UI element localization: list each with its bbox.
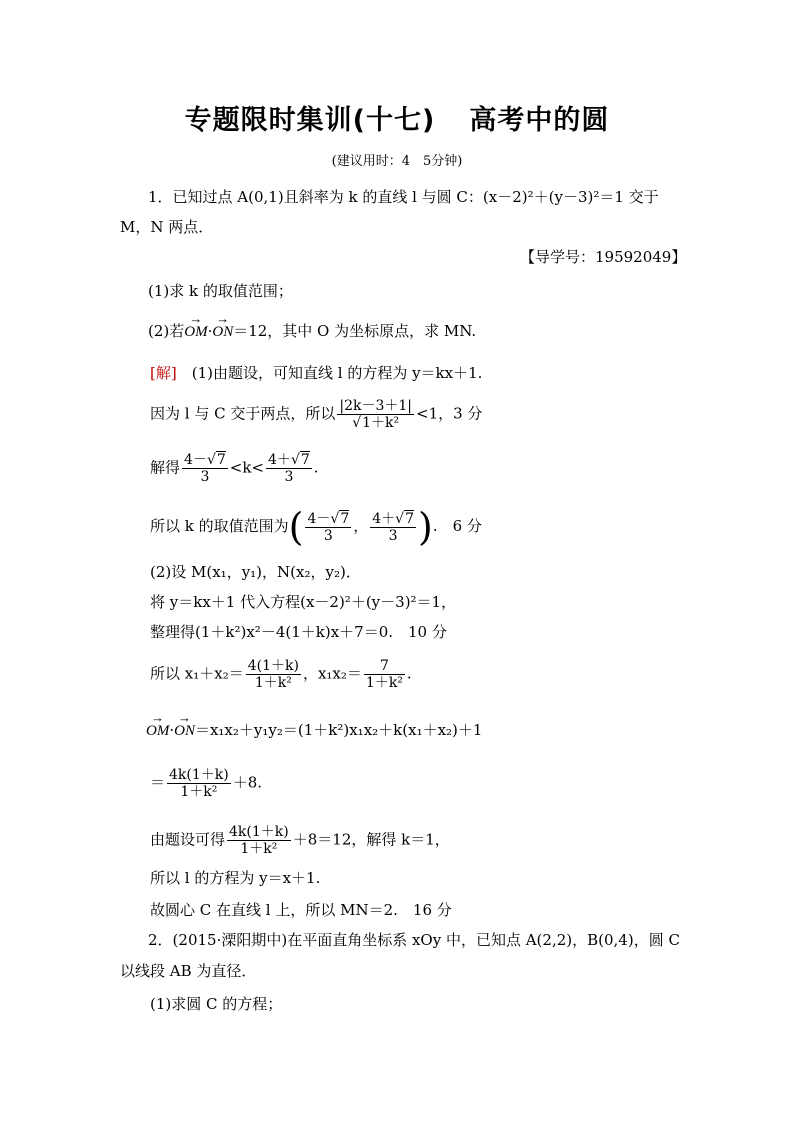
solution-step5: (2)设 M(x₁，y₁)，N(x₂，y₂)． (150, 563, 361, 581)
s2-den-root: 1＋k² (362, 415, 400, 431)
solution-step1 (150, 363, 482, 383)
s3-f2-root: 7 (300, 452, 310, 468)
title-sub: 高考中的圆 (469, 105, 610, 136)
solution-step9 (146, 720, 482, 741)
s3-f2-num-a: 4＋ (268, 452, 291, 468)
s2-den: √1＋k² (352, 415, 400, 431)
s8-f2-den: 1＋k² (365, 675, 403, 691)
s8-mid: ，x₁x₂＝ (302, 664, 362, 683)
s11-pre: 由题设可得 (150, 830, 226, 849)
solution-step7: 整理得(1＋k²)x²－4(1＋k)x＋7＝0. 10 分 (150, 623, 447, 641)
s4-f2-num: 4＋√7 (372, 510, 415, 527)
q1-line1: 1．已知过点 A(0,1)且斜率为 k 的直线 l 与圆 C：(x－2)²＋(y－3)²＝1 交于 (148, 188, 659, 206)
s3-f1-root: 7 (216, 452, 226, 468)
s4-f1-num: 4－√7 (307, 510, 350, 527)
s3-pre: 解得 (150, 458, 181, 477)
right-paren: ) (418, 505, 433, 549)
s3-f1-num: 4－√7 (184, 452, 226, 468)
s2-post: <1，3 分 (416, 404, 483, 423)
solution-label: [解] (150, 364, 177, 382)
s11-den: 1＋k² (240, 841, 278, 857)
solution-step2 (150, 398, 482, 431)
q1-part2 (148, 321, 476, 342)
s11-num: 4k(1＋k) (229, 824, 289, 840)
dot-product-fraction (167, 767, 231, 800)
q2-line1: 2．(2015·溧阳期中)在平面直角坐标系 xOy 中，已知点 A(2,2)，B(0,4)，圆 C (148, 931, 680, 949)
vector-on-2: → ON (174, 721, 195, 741)
s8-f1-num: 4(1＋k) (247, 658, 299, 674)
s3-f2-num: 4＋√7 (268, 452, 310, 468)
s11-post: ＋8＝12，解得 k＝1， (292, 830, 450, 849)
s10-post: ＋8. (232, 773, 263, 792)
s3-mid: <k< (229, 458, 265, 477)
left-paren: ( (288, 505, 304, 549)
guide-number: 【导学号：19592049】 (520, 248, 687, 266)
solution-step10 (150, 767, 262, 800)
q1-part2-post: ＝12，其中 O 为坐标原点，求 MN. (233, 322, 477, 340)
s4-f1-num-a: 4－ (307, 510, 331, 527)
s2-pre: 因为 l 与 C 交于两点，所以 (150, 404, 336, 423)
vector-om: → OM (184, 322, 207, 342)
q1-part1: (1)求 k 的取值范围； (148, 282, 293, 300)
solution-step8 (150, 658, 412, 691)
vector-om-2: → OM (146, 721, 169, 741)
s8-f2-num: 7 (364, 658, 405, 675)
solution-step13: 故圆心 C 在直线 l 上，所以 MN＝2. 16 分 (150, 901, 452, 919)
q1-part2-pre: (2)若 (148, 322, 185, 340)
range-lower-fraction (305, 511, 351, 544)
s3-f1-den: 3 (200, 469, 210, 485)
s8-end: . (406, 664, 412, 683)
title-main: 专题限时集训(十七) (184, 105, 436, 136)
solution-step12: 所以 l 的方程为 y＝x＋1. (150, 869, 321, 887)
q2-line2: 以线段 AB 为直径． (120, 962, 257, 980)
s4-comma: ， (353, 517, 369, 535)
dot-operator: · (207, 322, 213, 340)
distance-fraction (337, 398, 414, 431)
s3-end: . (313, 458, 319, 477)
s4-f2-den: 3 (388, 527, 398, 544)
k-lower-fraction (182, 452, 228, 485)
equation-fraction (227, 824, 291, 857)
s4-f2-root: 7 (405, 510, 415, 527)
s1-text: (1)由题设，可知直线 l 的方程为 y＝kx＋1. (191, 364, 483, 382)
time-hint: (建议用时：4 5分钟) (331, 154, 463, 169)
range-upper-fraction (370, 511, 416, 544)
solution-step11 (150, 824, 450, 857)
s8-pre: 所以 x₁＋x₂＝ (150, 664, 244, 683)
sum-fraction (246, 658, 301, 691)
s10-den: 1＋k² (180, 784, 218, 800)
s4-post: . 6 分 (432, 517, 482, 535)
k-upper-fraction (266, 452, 312, 485)
solution-step6: 将 y＝kx＋1 代入方程(x－2)²＋(y－3)²＝1， (150, 593, 457, 611)
s9-post: ＝x₁x₂＋y₁y₂＝(1＋k²)x₁x₂＋k(x₁＋x₂)＋1 (194, 721, 483, 739)
q2-part1: (1)求圆 C 的方程； (150, 995, 283, 1013)
s10-pre: ＝ (150, 773, 166, 792)
product-fraction (364, 658, 405, 691)
solution-step4 (150, 505, 482, 549)
s3-f1-num-a: 4－ (184, 452, 207, 468)
s3-f2-den: 3 (284, 469, 294, 485)
vector-on: → ON (212, 322, 233, 342)
s4-f2-num-a: 4＋ (372, 510, 396, 527)
s4-f1-root: 7 (340, 510, 350, 527)
page-title (0, 98, 794, 137)
s8-f1-den: 1＋k² (254, 675, 292, 691)
s4-pre: 所以 k 的取值范围为 (150, 517, 289, 535)
dot-operator-2: · (169, 721, 175, 739)
s4-f1-den: 3 (323, 527, 333, 544)
s2-num: |2k－3＋1| (339, 398, 412, 414)
q1-line2: M，N 两点． (120, 218, 214, 236)
solution-step3 (150, 452, 319, 485)
s10-num: 4k(1＋k) (169, 767, 229, 783)
